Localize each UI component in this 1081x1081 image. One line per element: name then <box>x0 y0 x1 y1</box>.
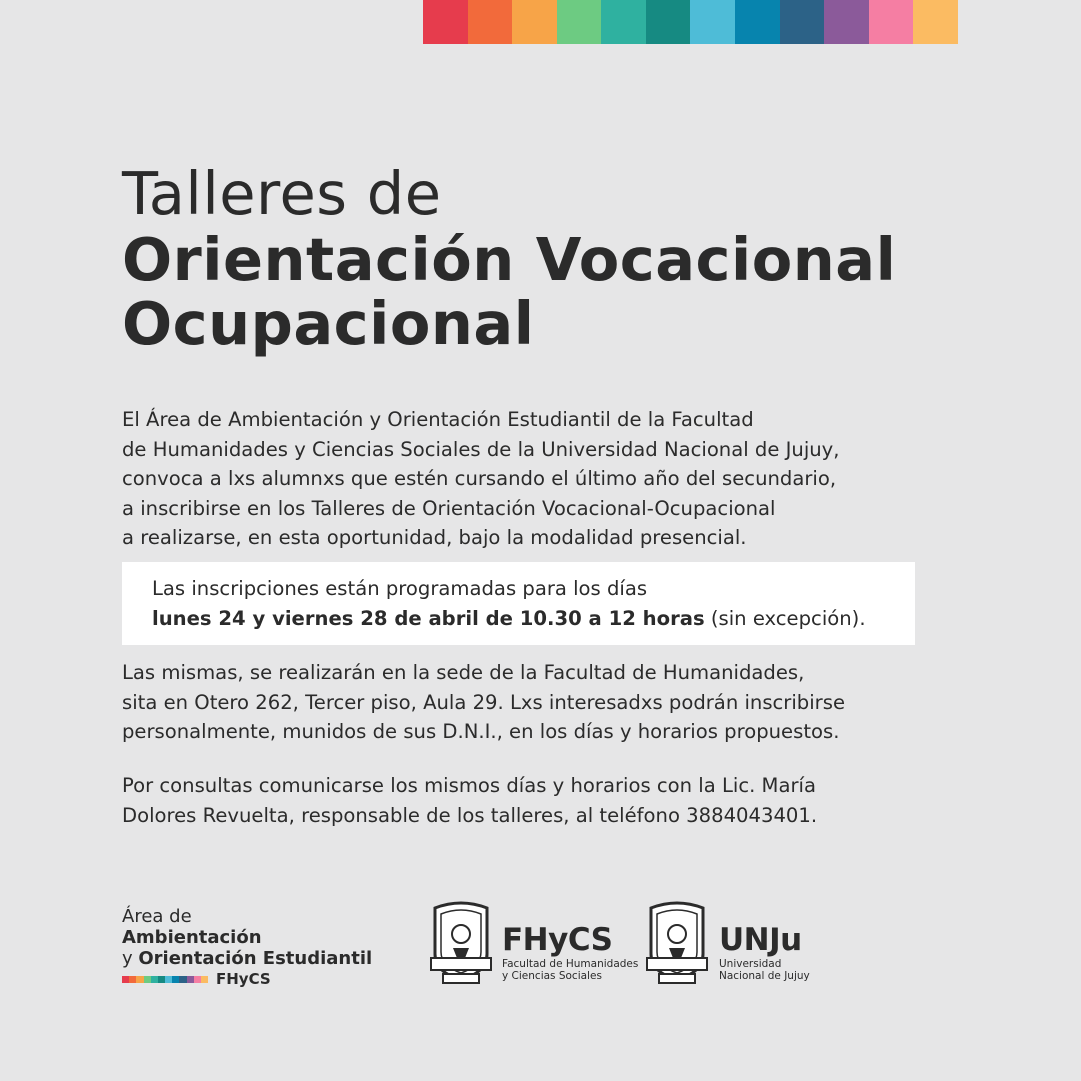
color-swatch <box>869 0 914 44</box>
area-logo-bold: Orientación Estudiantil <box>138 948 373 969</box>
registration-dates <box>152 604 866 634</box>
area-logo <box>122 906 422 990</box>
mini-color-strip <box>122 976 208 983</box>
area-logo-line-3 <box>122 948 422 969</box>
paragraph-line: convoca a lxs alumnxs que estén cursando el último año del secundario, <box>122 467 837 490</box>
registration-dates-box <box>122 562 915 645</box>
unju-logo <box>719 922 810 982</box>
unju-seal-icon <box>645 900 709 986</box>
paragraph-line: Por consultas comunicarse los mismos días y horarios con la Lic. María <box>122 774 816 797</box>
registration-dates-bold: lunes 24 y viernes 28 de abril de 10.30 a 12 horas <box>152 606 705 630</box>
area-logo-fhycs: FHyCS <box>216 970 271 988</box>
area-logo-line-1: Área de <box>122 906 192 927</box>
color-swatch <box>735 0 780 44</box>
color-swatch <box>690 0 735 44</box>
color-swatch <box>780 0 825 44</box>
paragraph-line: a realizarse, en esta oportunidad, bajo la modalidad presencial. <box>122 526 747 549</box>
color-swatch <box>601 0 646 44</box>
color-swatch <box>468 0 513 44</box>
title-line-2: Orientación Vocacional <box>122 225 897 294</box>
page-title <box>122 160 1002 356</box>
paragraph-line: Dolores Revuelta, responsable de los talleres, al teléfono 3884043401. <box>122 803 818 827</box>
color-swatch <box>646 0 691 44</box>
contact-paragraph <box>122 771 982 830</box>
color-strip <box>423 0 958 44</box>
unju-name: UNJu <box>719 922 802 958</box>
paragraph-line: a inscribirse en los Talleres de Orientación Vocacional-Ocupacional <box>122 496 776 520</box>
location-paragraph <box>122 658 982 747</box>
fhycs-name: FHyCS <box>502 922 613 958</box>
fhycs-subtitle-2: y Ciencias Sociales <box>502 970 602 982</box>
paragraph-line: sita en Otero 262, Tercer piso, Aula 29. Lxs interesadxs podrán inscribirse <box>122 690 846 714</box>
fhycs-subtitle-1: Facultad de Humanidades <box>502 958 639 970</box>
fhycs-logo <box>502 922 638 982</box>
unju-subtitle-2: Nacional de Jujuy <box>719 970 810 982</box>
paragraph-line: El Área de Ambientación y Orientación Estudiantil de la Facultad <box>122 408 754 431</box>
color-swatch <box>557 0 602 44</box>
registration-note: (sin excepción). <box>704 606 866 630</box>
registration-intro: Las inscripciones están programadas para los días <box>152 577 648 600</box>
area-logo-line-2: Ambientación <box>122 927 262 948</box>
unju-subtitle-1: Universidad <box>719 958 782 970</box>
color-swatch <box>512 0 557 44</box>
paragraph-line: de Humanidades y Ciencias Sociales de la Universidad Nacional de Jujuy, <box>122 437 840 461</box>
color-swatch <box>913 0 958 44</box>
area-logo-tagline <box>122 969 422 990</box>
area-logo-prefix: y <box>122 948 139 969</box>
color-swatch <box>423 0 468 44</box>
title-line-1: Talleres de <box>122 159 442 228</box>
fhycs-seal-icon <box>429 900 493 986</box>
paragraph-line: Las mismas, se realizarán en la sede de la Facultad de Humanidades, <box>122 661 805 684</box>
title-line-3: Ocupacional <box>122 289 535 358</box>
paragraph-line: personalmente, munidos de sus D.N.I., en los días y horarios propuestos. <box>122 720 840 743</box>
intro-paragraph <box>122 405 982 553</box>
color-swatch <box>824 0 869 44</box>
